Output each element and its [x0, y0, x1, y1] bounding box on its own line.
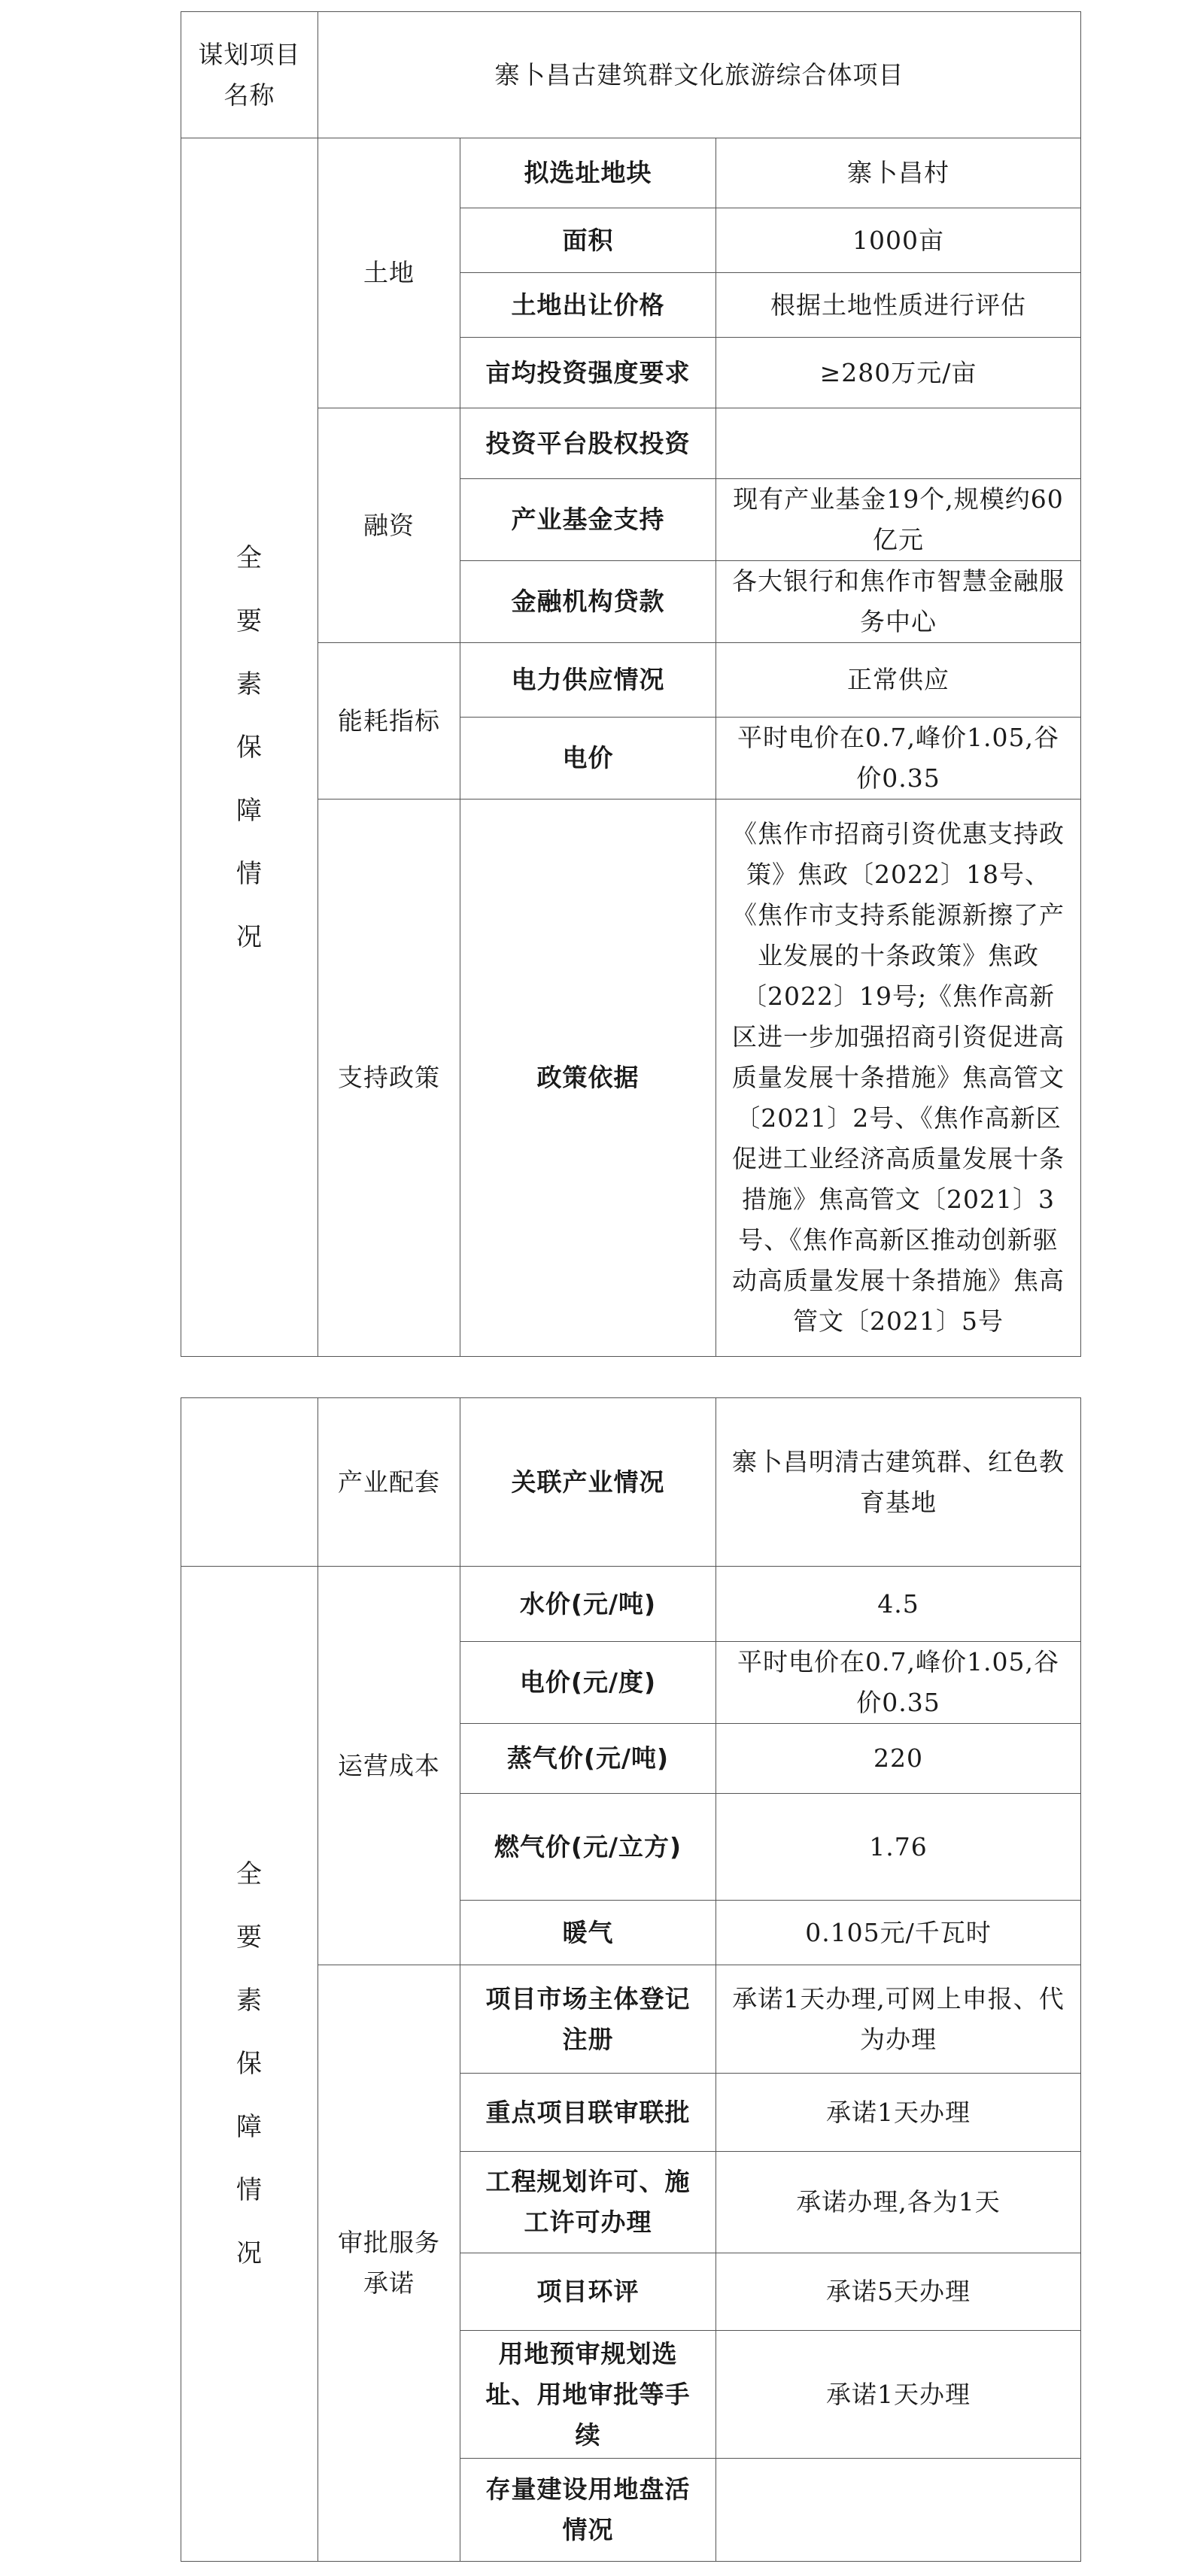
row-label: 电价: [460, 718, 716, 800]
row-value: 现有产业基金19个,规模约60亿元: [716, 479, 1081, 561]
row-label: 金融机构贷款: [460, 561, 716, 643]
row-label: 项目环评: [460, 2253, 716, 2331]
row-label: 重点项目联审联批: [460, 2074, 716, 2152]
row-label: 蒸气价(元/吨): [460, 1724, 716, 1794]
row-value: 寨卜昌村: [716, 138, 1081, 208]
section-char: 保: [236, 732, 263, 763]
section-char: 素: [236, 1986, 263, 2016]
section-char: 况: [236, 921, 263, 952]
category-approval: 审批服务承诺: [318, 1965, 460, 2562]
section-char: 障: [236, 795, 263, 826]
row-value: 1000亩: [716, 208, 1081, 273]
row-label: 水价(元/吨): [460, 1567, 716, 1642]
row-value: 各大银行和焦作市智慧金融服务中心: [716, 561, 1081, 643]
section-char: 保: [236, 2049, 263, 2079]
section-char: 况: [236, 2238, 263, 2268]
section-char: 全: [236, 542, 263, 573]
section-char: 情: [236, 2175, 263, 2205]
guarantee-table-1: [181, 11, 1081, 1357]
row-value: 1.76: [716, 1794, 1081, 1901]
row-label: 燃气价(元/立方): [460, 1794, 716, 1901]
section-char: 要: [236, 605, 263, 636]
section-char: 全: [236, 1859, 263, 1889]
row-value: 承诺5天办理: [716, 2253, 1081, 2331]
project-label: 谋划项目名称: [181, 12, 318, 138]
row-label: 用地预审规划选址、用地审批等手续: [460, 2331, 716, 2459]
row-value: 平时电价在0.7,峰价1.05,谷价0.35: [716, 718, 1081, 800]
row-value: 4.5: [716, 1567, 1081, 1642]
row-label: 投资平台股权投资: [460, 408, 716, 479]
empty-cell: [181, 1398, 318, 1567]
row-label: 项目市场主体登记注册: [460, 1965, 716, 2074]
row-label: 土地出让价格: [460, 273, 716, 338]
row-value: 根据土地性质进行评估: [716, 273, 1081, 338]
row-value: [716, 408, 1081, 479]
row-value: 220: [716, 1724, 1081, 1794]
guarantee-table-2: [181, 1397, 1081, 2562]
section-char: 情: [236, 858, 263, 889]
section-label-all-elements: [181, 1567, 318, 2562]
row-label: 政策依据: [460, 800, 716, 1357]
section-char: 素: [236, 669, 263, 699]
row-value: 承诺1天办理: [716, 2331, 1081, 2459]
row-value: ≥280万元/亩: [716, 338, 1081, 408]
section-char: 障: [236, 2112, 263, 2142]
row-value: [716, 2459, 1081, 2562]
row-value: 承诺1天办理,可网上申报、代为办理: [716, 1965, 1081, 2074]
row-label: 工程规划许可、施工许可办理: [460, 2152, 716, 2253]
category-energy: 能耗指标: [318, 643, 460, 800]
row-label: 产业基金支持: [460, 479, 716, 561]
category-land: 土地: [318, 138, 460, 408]
category-operating-cost: 运营成本: [318, 1567, 460, 1965]
row-value: 承诺1天办理: [716, 2074, 1081, 2152]
category-financing: 融资: [318, 408, 460, 643]
category-policy: 支持政策: [318, 800, 460, 1357]
row-label: 面积: [460, 208, 716, 273]
row-value: 平时电价在0.7,峰价1.05,谷价0.35: [716, 1642, 1081, 1724]
row-label: 暖气: [460, 1901, 716, 1965]
row-value: 0.105元/千瓦时: [716, 1901, 1081, 1965]
vertical-section-label: [235, 1843, 265, 2285]
category-industry: 产业配套: [318, 1398, 460, 1567]
row-value: 寨卜昌明清古建筑群、红色教育基地: [716, 1398, 1081, 1567]
row-label: 亩均投资强度要求: [460, 338, 716, 408]
row-label: 电力供应情况: [460, 643, 716, 718]
section-char: 要: [236, 1922, 263, 1952]
row-value: 承诺办理,各为1天: [716, 2152, 1081, 2253]
row-value: 正常供应: [716, 643, 1081, 718]
row-label: 电价(元/度): [460, 1642, 716, 1724]
row-label: 拟选址地块: [460, 138, 716, 208]
row-label: 关联产业情况: [460, 1398, 716, 1567]
policy-text: 《焦作市招商引资优惠支持政策》焦政〔2022〕18号、《焦作市支持系能源新擦了产业发展的十条政策》焦政〔2022〕19号;《焦作高新区进一步加强招商引资促进高质量发展十条措施》焦高管文〔2021〕2号、《焦作高新区促进工业经济高质量发展十条措施》焦高管文〔2021〕3号、《焦作高新区推动创新驱动高质量发展十条措施》焦高管文〔2021〕5号: [716, 800, 1081, 1357]
project-name: 寨卜昌古建筑群文化旅游综合体项目: [318, 12, 1081, 138]
vertical-section-label: [235, 526, 265, 969]
row-label: 存量建设用地盘活情况: [460, 2459, 716, 2562]
section-label-all-elements: [181, 138, 318, 1357]
